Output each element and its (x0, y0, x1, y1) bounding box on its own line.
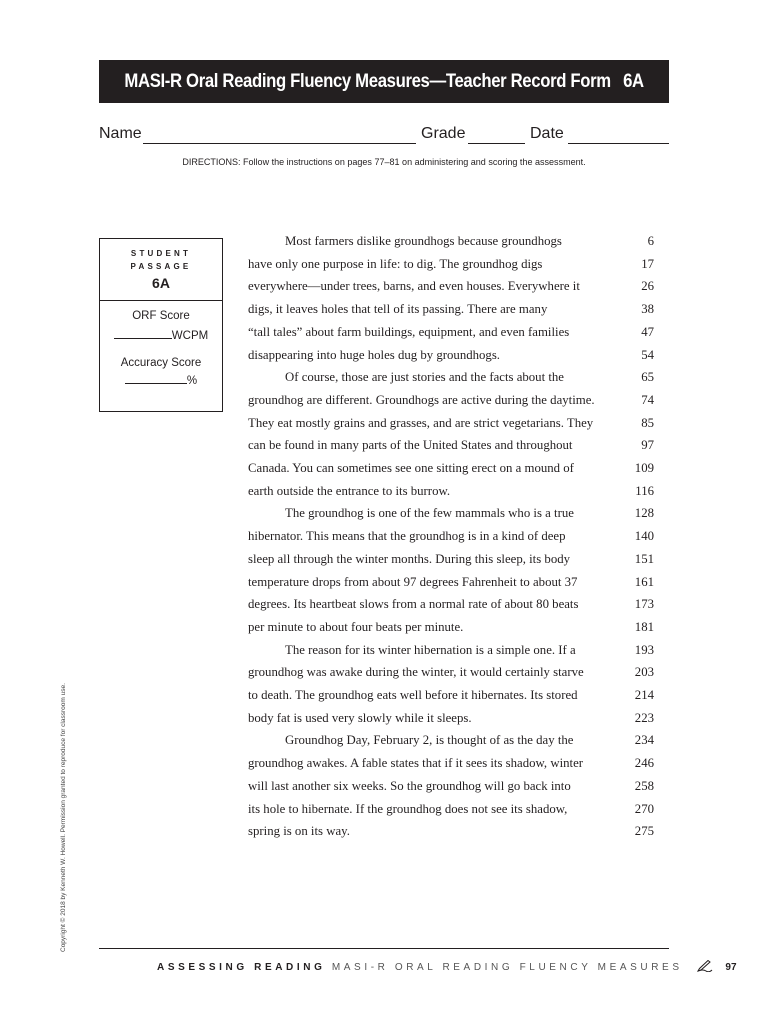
passage-line-text: Groundhog Day, February 2, is thought of as the day the (285, 733, 574, 748)
passage-line (248, 688, 658, 710)
passage-line-text: temperature drops from about 97 degrees Fahrenheit to about 37 (248, 574, 578, 589)
cumulative-word-count: 47 (641, 324, 654, 339)
passage-line-text: The groundhog is one of the few mammals who is a true (285, 506, 574, 521)
orf-score-field[interactable] (114, 338, 172, 339)
passage-line-text: Of course, those are just stories and the facts about the (285, 370, 564, 385)
name-label: Name (99, 125, 142, 142)
passage-line (248, 484, 658, 506)
passage-line (248, 665, 658, 687)
passage-line (248, 257, 658, 279)
accuracy-row (100, 375, 222, 387)
passage-line (248, 643, 658, 665)
cumulative-word-count: 173 (634, 597, 654, 612)
cumulative-word-count: 85 (641, 415, 654, 430)
cumulative-word-count: 246 (634, 756, 654, 771)
passage-line (248, 370, 658, 392)
cumulative-word-count: 54 (641, 347, 654, 362)
cumulative-word-count: 258 (634, 778, 654, 793)
cumulative-word-count: 97 (641, 438, 654, 453)
form-title-text: MASI-R Oral Reading Fluency Measures—Teacher Record Form (124, 70, 611, 92)
passage-line-text: body fat is used very slowly while it sleeps. (248, 710, 472, 725)
cumulative-word-count: 234 (634, 733, 654, 748)
student-info-row (99, 125, 669, 149)
cumulative-word-count: 74 (641, 392, 654, 407)
passage-number: 6A (152, 275, 170, 291)
passage-line (248, 393, 658, 415)
wcpm-row (100, 330, 222, 342)
cumulative-word-count: 65 (641, 370, 654, 385)
grade-label: Grade (421, 125, 466, 142)
student-label: STUDENT (130, 249, 192, 258)
grade-field[interactable] (468, 143, 525, 144)
passage-line (248, 779, 658, 801)
name-field[interactable] (143, 143, 416, 144)
passage-line (248, 348, 658, 370)
passage-line-text: degrees. Its heartbeat slows from a normal rate of about 80 beats (248, 597, 579, 612)
passage-line (248, 552, 658, 574)
passage-line (248, 802, 658, 824)
passage-line (248, 529, 658, 551)
cumulative-word-count: 223 (634, 710, 654, 725)
cumulative-word-count: 140 (634, 529, 654, 544)
passage-line-text: “tall tales” about farm buildings, equipment, and even families (248, 324, 570, 339)
cumulative-word-count: 109 (634, 461, 654, 475)
passage-line-text: Most farmers dislike groundhogs because groundhogs (285, 234, 562, 248)
passage-line (248, 756, 658, 778)
form-number: 6A (623, 70, 644, 92)
passage-line-text: spring is on its way. (248, 824, 350, 839)
passage-line-text: can be found in many parts of the United States and throughout (248, 438, 573, 453)
cumulative-word-count: 6 (647, 234, 654, 248)
passage-line (248, 824, 658, 846)
passage-line-text: sleep all through the winter months. During this sleep, its body (248, 551, 571, 566)
passage-line-text: earth outside the entrance to its burrow. (248, 483, 451, 498)
cumulative-word-count: 181 (634, 619, 654, 634)
passage-line (248, 438, 658, 460)
wcpm-label: WCPM (171, 330, 209, 342)
percent-label: % (186, 375, 198, 387)
passage-line-text: everywhere—under trees, barns, and even houses. Everywhere it (248, 279, 580, 294)
passage-line-text: groundhog was awake during the winter, it would certainly starve (248, 665, 584, 680)
passage-line-text: They eat mostly grains and grasses, and are strict vegetarians. They (248, 415, 594, 430)
score-section (100, 310, 222, 387)
date-field[interactable] (568, 143, 669, 144)
passage-label: PASSAGE (130, 262, 192, 271)
passage-line (248, 279, 658, 301)
cumulative-word-count: 116 (635, 483, 654, 498)
footer-divider (99, 948, 669, 949)
passage-line (248, 234, 658, 256)
cumulative-word-count: 214 (634, 688, 654, 702)
passage-line-text: have only one purpose in life: to dig. The groundhog digs (248, 256, 543, 271)
passage-line (248, 506, 658, 528)
passage-line (248, 711, 658, 733)
cumulative-word-count: 151 (634, 551, 654, 566)
footer-section: ASSESSING READING (157, 962, 326, 973)
passage-line-text: to death. The groundhog eats well before it hibernates. Its stored (248, 688, 578, 702)
student-passage-header (100, 239, 222, 301)
passage-line (248, 416, 658, 438)
passage-line-text: groundhog are different. Groundhogs are active during the daytime. (248, 392, 595, 407)
pencil-writing-icon (697, 960, 713, 972)
passage-line-text: per minute to about four beats per minute. (248, 619, 464, 634)
directions-text: DIRECTIONS: Follow the instructions on pages 77–81 on administering and scoring the assessment. (182, 157, 586, 168)
passage-line-text: its hole to hibernate. If the groundhog does not see its shadow, (248, 801, 568, 816)
cumulative-word-count: 275 (634, 824, 654, 839)
form-title-bar (99, 60, 669, 103)
page-number: 97 (725, 962, 737, 973)
footer-subsection: MASI-R ORAL READING FLUENCY MEASURES (331, 962, 683, 973)
passage-line (248, 302, 658, 324)
copyright-notice: Copyright © 2018 by Kenneth W. Howell. Permission granted to reproduce for classroom use. (60, 683, 67, 952)
date-label: Date (530, 125, 564, 142)
cumulative-word-count: 270 (634, 801, 654, 816)
passage-line (248, 733, 658, 755)
accuracy-score-field[interactable] (125, 383, 187, 384)
passage-line (248, 597, 658, 619)
cumulative-word-count: 161 (634, 574, 654, 589)
passage-line-text: disappearing into huge holes dug by groundhogs. (248, 347, 500, 362)
cumulative-word-count: 17 (641, 256, 654, 271)
passage-line (248, 461, 658, 483)
cumulative-word-count: 38 (641, 302, 654, 317)
passage-line-text: digs, it leaves holes that tell of its passing. There are many (248, 302, 548, 317)
passage-line (248, 325, 658, 347)
cumulative-word-count: 203 (634, 665, 654, 680)
passage-line-text: will last another six weeks. So the groundhog will go back into (248, 778, 571, 793)
page-footer (157, 960, 737, 973)
cumulative-word-count: 26 (641, 279, 654, 294)
cumulative-word-count: 128 (634, 506, 654, 521)
passage-line (248, 620, 658, 642)
student-passage-label (100, 239, 222, 273)
passage-line-text: hibernator. This means that the groundhog is in a kind of deep (248, 529, 566, 544)
cumulative-word-count: 193 (634, 642, 654, 657)
passage-line-text: The reason for its winter hibernation is a simple one. If a (285, 642, 576, 657)
passage-line-text: groundhog awakes. A fable states that if it sees its shadow, winter (248, 756, 584, 771)
passage-line (248, 575, 658, 597)
orf-score-label: ORF Score (132, 310, 190, 322)
passage-line-text: Canada. You can sometimes see one sitting erect on a mound of (248, 461, 574, 475)
student-passage-box (99, 238, 223, 412)
form-title (124, 71, 643, 93)
accuracy-score-label: Accuracy Score (120, 357, 202, 369)
